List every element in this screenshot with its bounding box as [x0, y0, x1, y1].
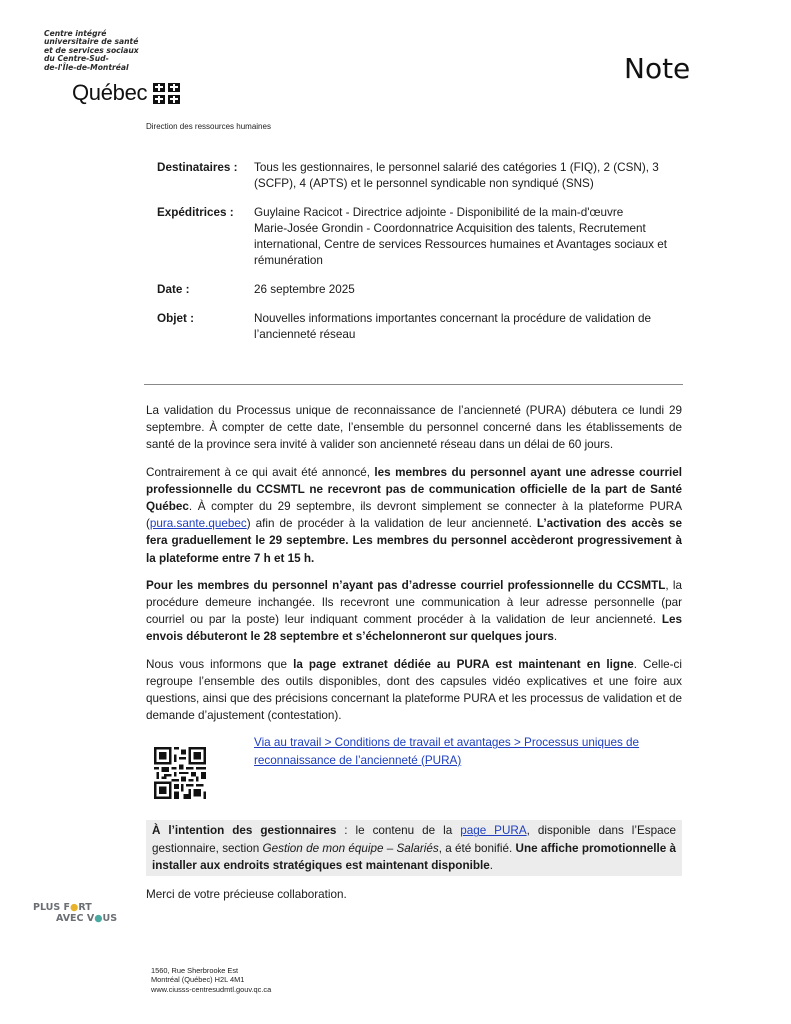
recipients-label: Destinataires : [157, 161, 238, 174]
text: AVEC V [56, 913, 95, 924]
extranet-page-link[interactable]: Via au travail > Conditions de travail et avantages > Processus uniques de reconnaissance de l’ancienneté (PURA) [254, 736, 640, 767]
bold-text: À l’intention des gestionnaires [152, 824, 337, 838]
recipients-value: Tous les gestionnaires, le personnel salarié des catégories 1 (FIQ), 2 (CSN), 3 (SCFP), 4 (APTS) et le personnel syndicable non syndiqué (SNS) [254, 161, 659, 190]
org-name-line: universitaire de santé [44, 37, 139, 47]
text: RT [78, 902, 92, 913]
bold-text: la page extranet dédiée au PURA est maintenant en ligne [293, 657, 634, 671]
text: . Celle-ci regroupe l’ensemble des outils disponibles, dont des capsules vidéo explicatives et une foire aux questions, ainsi que des précisions concernant la plateforme PURA et les processus de validation et de demande d’ajustement (contestation). [146, 657, 683, 723]
flag-quadrant [168, 83, 180, 92]
flag-quadrant [153, 95, 165, 104]
subject-label: Objet : [157, 312, 195, 325]
bold-text: L’activation des accès se fera graduellement le 29 septembre. Les membres du personnel accèderont progressivement à la plateforme entre 7 h et 15 h. [146, 517, 682, 565]
text: : le contenu de la [336, 824, 461, 838]
text: PLUS F [33, 902, 71, 913]
sun-dot-icon: ● [70, 902, 79, 913]
paragraph-professional-email [146, 464, 682, 567]
recipients-row [157, 160, 687, 192]
text: Nous vous informons que [146, 657, 294, 671]
memo-header [157, 160, 687, 356]
org-name-line: Centre intégré [44, 29, 107, 38]
date-row [157, 282, 687, 298]
senders-row [157, 205, 687, 269]
header-divider [144, 384, 683, 385]
organization-name [44, 30, 154, 72]
paragraph-managers [146, 820, 682, 876]
slogan-line-1 [33, 902, 117, 913]
text: , a été bonifié. [438, 841, 516, 855]
quebec-wordmark: Québec [72, 80, 148, 105]
sender-2: Marie-Josée Grondin - Coordonnatrice Acquisition des talents, Recrutement international, Centre de services Ressources humaines et Avantages sociaux et rémunération [254, 222, 667, 267]
qr-section [146, 734, 682, 812]
org-name-line: de-l'Île-de-Montréal [44, 62, 129, 72]
subject-value: Nouvelles informations importantes concernant la procédure de validation de l’ancienneté réseau [254, 312, 651, 341]
closing-line: Merci de votre précieuse collaboration. [146, 888, 347, 902]
text: , la procédure demeure inchangée. Ils recevront une communication à leur adresse personnelle (par courriel ou par la poste) leur indiquant comment procéder à la validation de leur ancienneté. [146, 578, 683, 627]
bold-text: Pour les membres du personnel n’ayant pas d’adresse courriel professionnelle du CCSMTL [146, 578, 666, 592]
fleur-de-lis-flag-icon [153, 83, 180, 104]
paragraph-extranet [146, 656, 682, 725]
text: Contrairement à ce qui avait été annoncé, [146, 465, 375, 479]
senders-value [254, 205, 687, 269]
pura-page-link[interactable]: page PURA [460, 824, 527, 838]
flag-quadrant [168, 95, 180, 104]
org-name-line: du Centre-Sud- [44, 54, 109, 64]
pura-platform-link[interactable]: pura.sante.quebec [149, 517, 247, 531]
date-value: 26 septembre 2025 [254, 283, 355, 296]
bold-text: les membres du personnel ayant une adresse courriel professionnelle du CCSMTL ne recevront pas de communication officielle de la part de Santé Québec [146, 465, 683, 514]
senders-label: Expéditrices : [157, 206, 234, 219]
address-city: Montréal (Québec) H2L 4M1 [151, 975, 245, 985]
subject-row [157, 311, 687, 343]
text: . À compter du 29 septembre, ils devront simplement se connecter à la plateforme PURA ( [146, 500, 682, 531]
teal-dot-icon: ● [94, 913, 103, 924]
text: US [102, 913, 118, 924]
italic-text: Gestion de mon équipe – Salariés [262, 841, 439, 855]
sender-1: Guylaine Racicot - Directrice adjointe - Disponibilité de la main-d'œuvre [254, 206, 624, 219]
bold-text: Les envois débuteront le 28 septembre et s’échelonneront sur quelques jours [146, 613, 682, 644]
qr-code-icon[interactable] [154, 734, 206, 812]
slogan-logo [33, 902, 117, 924]
memo-body [146, 402, 682, 913]
website-link[interactable]: www.ciusss-centresudmtl.gouv.qc.ca [151, 984, 272, 994]
flag-quadrant [153, 83, 165, 92]
org-name-line: et de services sociaux [44, 45, 139, 55]
footer-address [151, 966, 271, 994]
department-name: Direction des ressources humaines [146, 122, 271, 131]
text: , disponible dans l’Espace gestionnaire, section [152, 824, 676, 855]
text: ) afin de procéder à la validation de leur ancienneté. [246, 517, 537, 531]
document-type-title: Note [624, 52, 691, 85]
text: . [489, 858, 493, 872]
address-street: 1560, Rue Sherbrooke Est [151, 966, 239, 975]
date-label: Date : [157, 283, 190, 296]
quebec-logo [72, 80, 180, 106]
slogan-line-2 [33, 913, 117, 924]
paragraph-intro: La validation du Processus unique de reconnaissance de l’ancienneté (PURA) débutera ce lundi 29 septembre. À compter de cette date, l’ensemble du personnel concerné dans les établissements de santé de la province sera invité à valider son ancienneté réseau dans un délai de 60 jours. [146, 404, 682, 452]
bold-text: Une affiche promotionnelle à installer aux endroits stratégiques est maintenant disponible [152, 841, 677, 872]
text: . [553, 630, 558, 644]
organization-logo [44, 29, 154, 105]
paragraph-no-professional-email [146, 577, 682, 646]
